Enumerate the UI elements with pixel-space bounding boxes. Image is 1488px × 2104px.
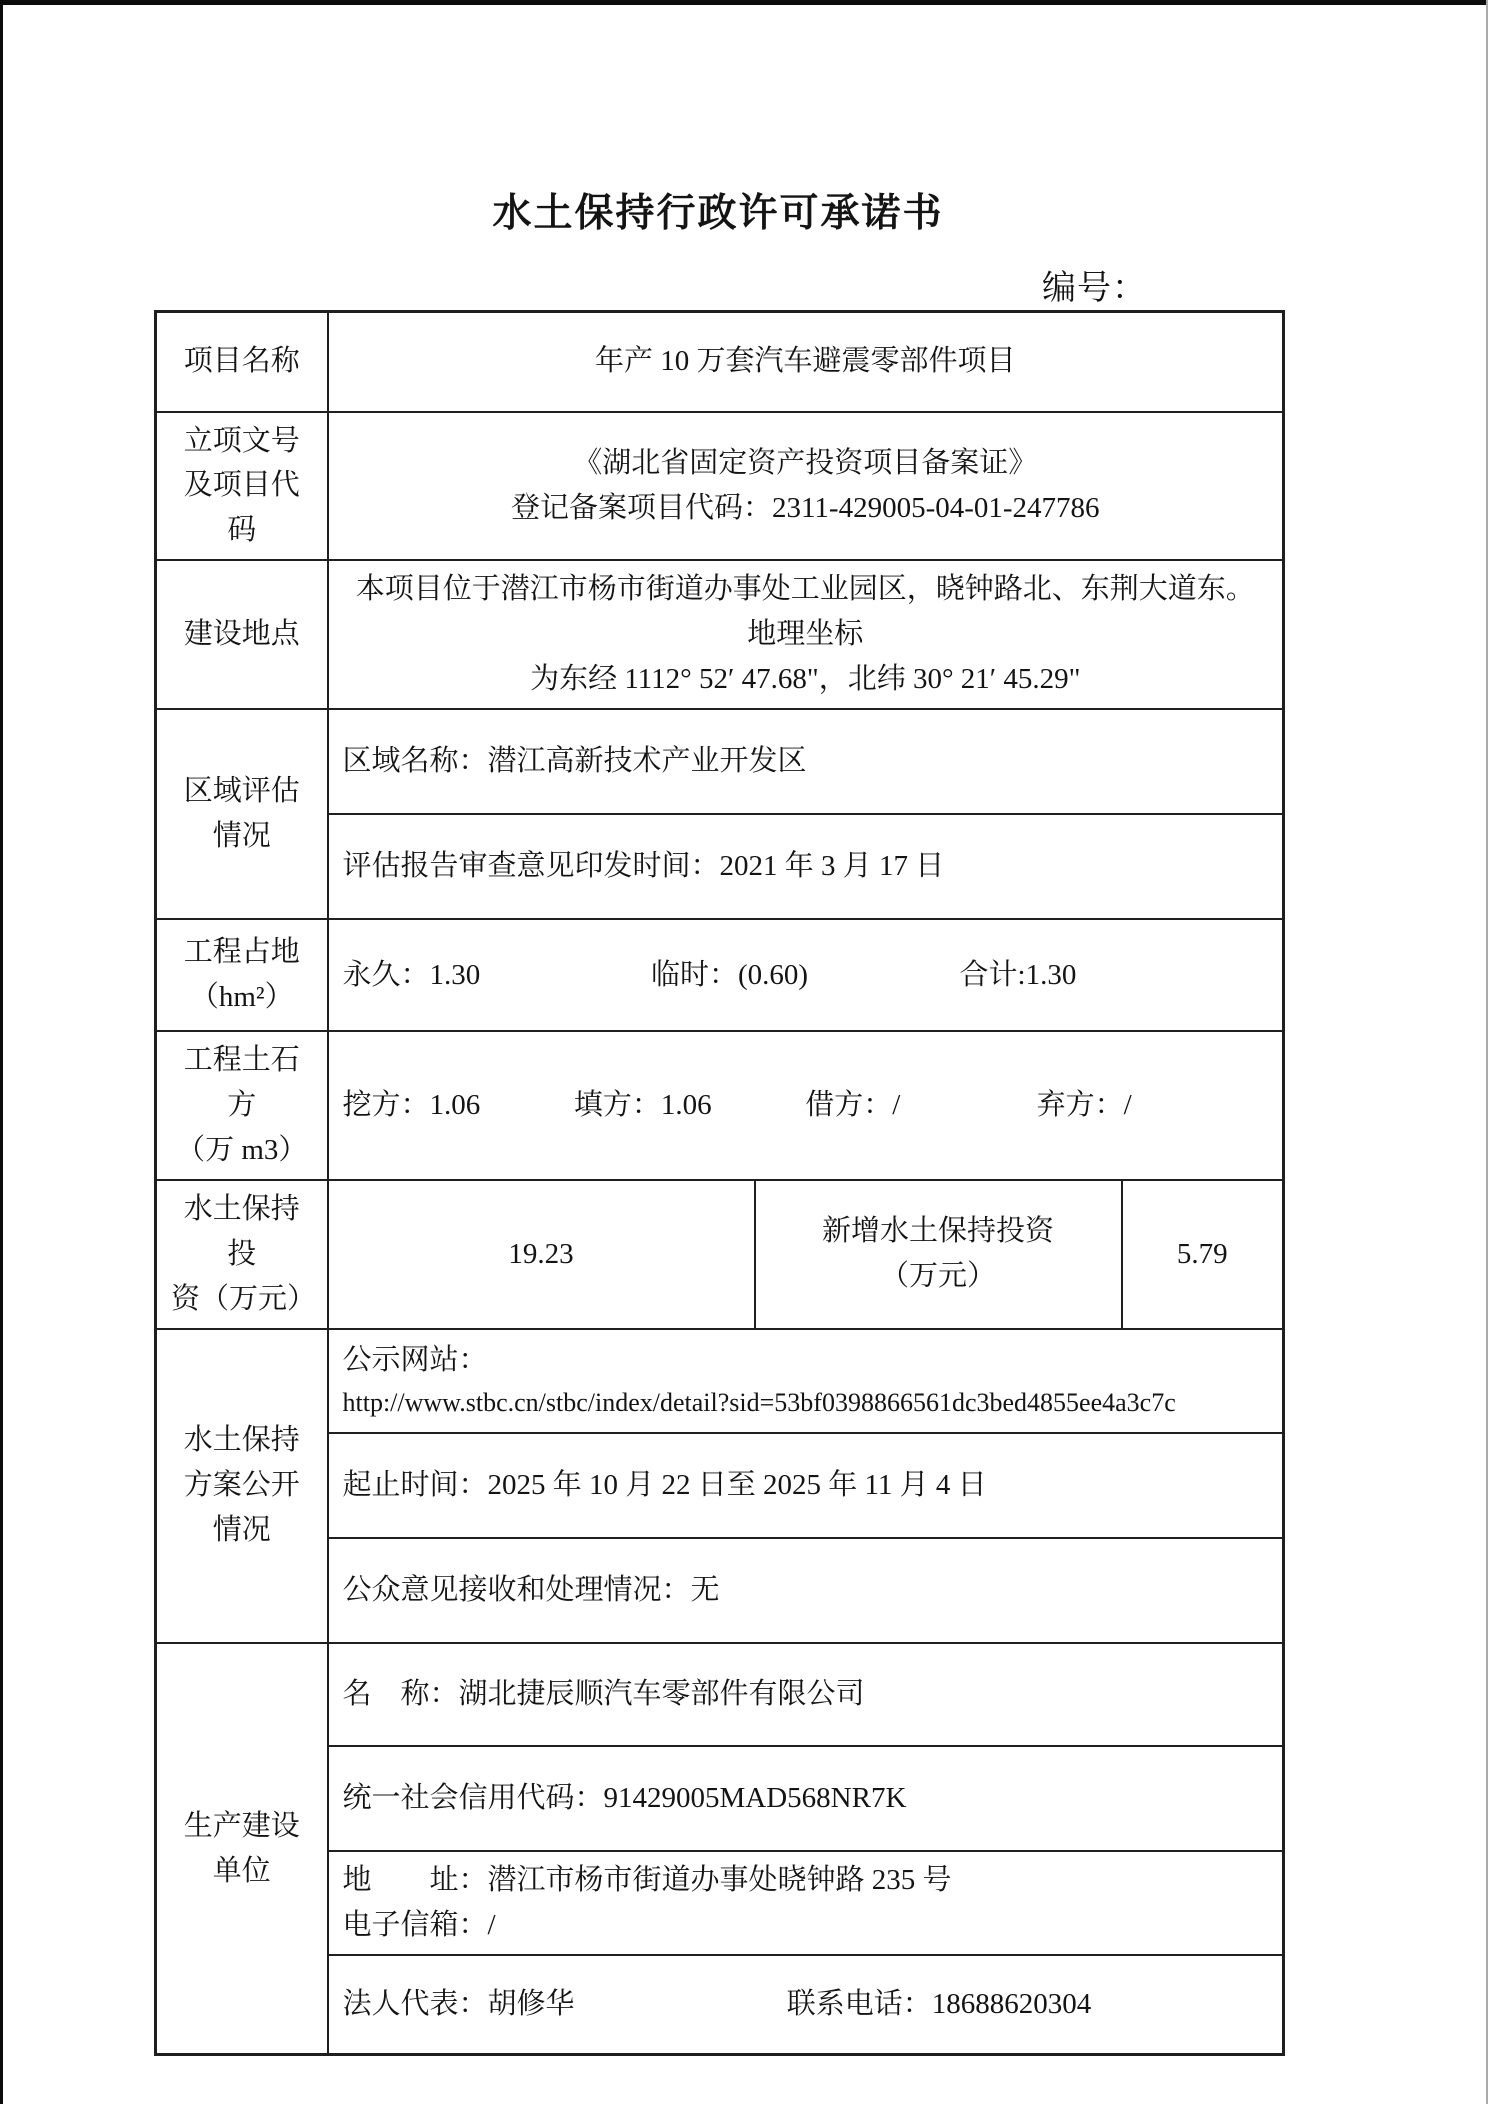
label-line: 及项目代码 (183, 469, 300, 547)
location-label (156, 560, 328, 709)
publicity-website-cell (328, 1329, 1284, 1433)
approval-doc-value (328, 412, 1284, 561)
land-temporary: 临时：(0.60) (651, 958, 809, 991)
label-line: 生产建设 (183, 1809, 300, 1842)
earthwork-label (156, 1031, 328, 1180)
earthwork-spoil: 弃方：/ (1036, 1089, 1132, 1122)
regional-assessment-label (156, 709, 328, 919)
label-line: 立项文号 (183, 424, 300, 457)
email-value: 电子信箱：/ (342, 1908, 496, 1941)
scan-edge-top (0, 0, 1488, 5)
label-line: 资（万元） (171, 1282, 317, 1315)
label-line: 工程土石方 (183, 1044, 300, 1122)
earthwork-borrow: 借方：/ (805, 1089, 901, 1122)
location-line2: 为东经 1112° 52′ 47.68"，北纬 30° 21′ 45.29" (530, 663, 1081, 696)
label-line: 工程占地 (183, 936, 300, 969)
earthwork-fill: 填方：1.06 (573, 1089, 712, 1122)
publicity-website-url: http://www.stbc.cn/stbc/index/detail?sid=53bf0398866561dc3bed4855ee4a3c7c (342, 1388, 1176, 1418)
label-line: 单位 (212, 1854, 271, 1887)
earthwork-values (328, 1031, 1284, 1180)
land-occupation-values (328, 919, 1284, 1031)
approval-doc-label (156, 412, 328, 561)
row-approval-doc (156, 412, 1284, 561)
label-line: 情况 (212, 1514, 271, 1547)
legal-rep-cell (328, 1955, 1284, 2055)
label-line: 建设地点 (183, 618, 300, 651)
address-value: 地 址：潜江市杨市街道办事处晓钟路 235 号 (342, 1863, 952, 1896)
project-name-label (156, 312, 328, 412)
project-name-value: 年产 10 万套汽车避震零部件项目 (328, 312, 1284, 412)
region-name-value: 区域名称：潜江高新技术产业开发区 (328, 709, 1284, 814)
credit-code-value: 统一社会信用代码：91429005MAD568NR7K (328, 1746, 1284, 1851)
label-line: 方案公开 (183, 1469, 300, 1502)
land-permanent: 永久：1.30 (342, 958, 481, 991)
label-line: 项目名称 (183, 345, 300, 378)
legal-rep-columns (343, 1982, 1269, 2027)
label-line: 情况 (212, 820, 271, 853)
approval-doc-code: 登记备案项目代码：2311-429005-04-01-247786 (510, 491, 1100, 524)
row-publicity-website (156, 1329, 1284, 1433)
investment-new-value: 5.79 (1122, 1180, 1284, 1329)
permit-table (154, 310, 1285, 2056)
publicity-website-label: 公示网站： (342, 1344, 488, 1377)
page-title: 水土保持行政许可承诺书 (492, 192, 944, 235)
row-earthwork (156, 1031, 1284, 1180)
unit-name-value: 名 称：湖北捷辰顺汽车零部件有限公司 (328, 1643, 1284, 1746)
location-value (328, 560, 1284, 709)
row-location (156, 560, 1284, 709)
address-cell (328, 1851, 1284, 1955)
investment-new-label (755, 1180, 1122, 1329)
earthwork-excavation: 挖方：1.06 (342, 1089, 481, 1122)
label-line: （万 m3） (176, 1134, 308, 1166)
earthwork-columns (343, 1083, 1269, 1128)
review-time-value: 评估报告审查意见印发时间：2021 年 3 月 17 日 (328, 814, 1284, 919)
legal-rep-value: 法人代表：胡修华 (342, 1988, 575, 2021)
construction-unit-label (156, 1643, 328, 2055)
location-line1: 本项目位于潜江市杨市街道办事处工业园区，晓钟路北、东荆大道东。地理坐标 (355, 573, 1255, 651)
land-occupation-columns (343, 953, 1269, 998)
row-investment (156, 1180, 1284, 1329)
plan-publicity-label (156, 1329, 328, 1643)
publicity-period-value: 起止时间：2025 年 10 月 22 日至 2025 年 11 月 4 日 (328, 1433, 1284, 1538)
row-region-name (156, 709, 1284, 814)
land-occupation-label (156, 919, 328, 1031)
phone-value: 联系电话：18688620304 (786, 1988, 1092, 2021)
document-number-label: 编号： (1042, 270, 1147, 307)
row-unit-name (156, 1643, 1284, 1746)
row-project-name (156, 312, 1284, 412)
investment-label (156, 1180, 328, 1329)
row-land-occupation (156, 919, 1284, 1031)
label-line: （万元） (879, 1260, 996, 1293)
investment-total-value: 19.23 (328, 1180, 755, 1329)
label-line: 水土保持投 (183, 1192, 300, 1270)
label-line: 区域评估 (183, 775, 300, 808)
approval-doc-cert: 《湖北省固定资产投资项目备案证》 (573, 446, 1038, 479)
land-total: 合计:1.30 (959, 958, 1077, 991)
label-line: 新增水土保持投资 (821, 1215, 1054, 1248)
label-line: （hm²） (189, 981, 294, 1014)
label-line: 水土保持 (183, 1424, 300, 1457)
scan-edge-left (0, 0, 3, 2104)
public-opinion-value: 公众意见接收和处理情况：无 (328, 1538, 1284, 1643)
